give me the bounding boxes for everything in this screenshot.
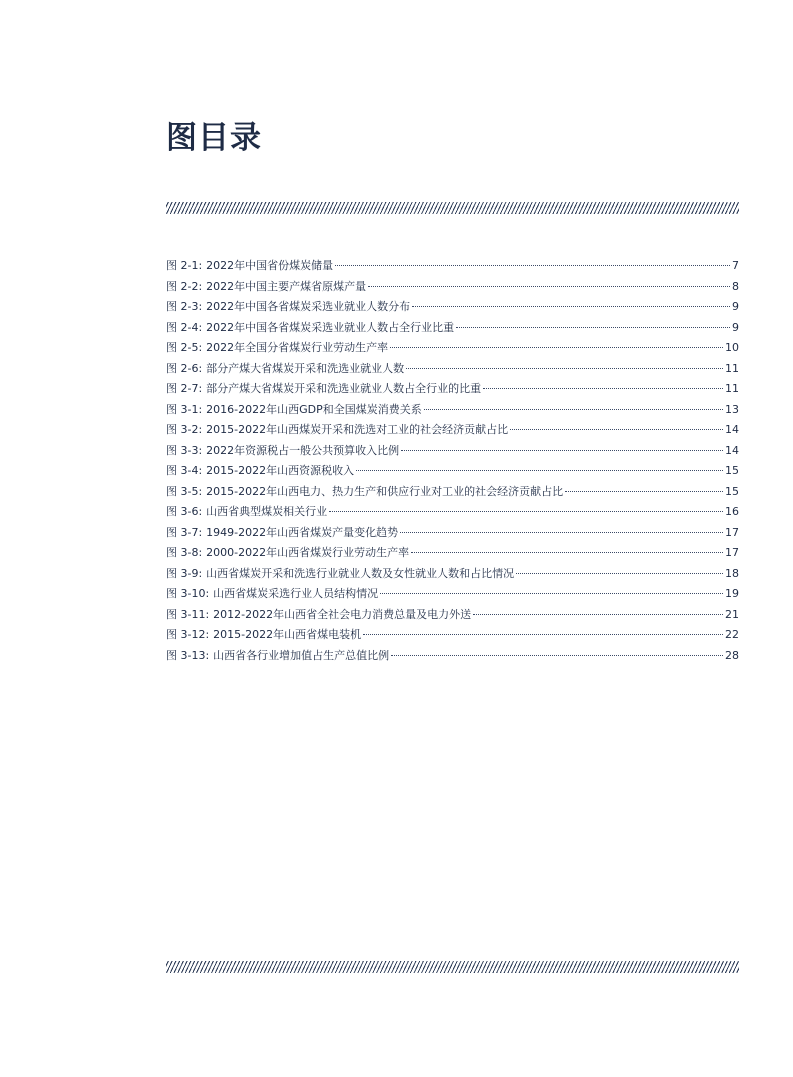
toc-page-number: 21 [725,607,739,621]
toc-figure-number: 图 3-10: [166,587,210,600]
toc-entry-label [166,400,422,421]
toc-figure-title: 部分产煤大省煤炭开采和洗选业就业人数 [206,361,405,375]
toc-page-number: 9 [732,320,739,334]
toc-entry-label [166,277,366,298]
toc-figure-title: 部分产煤大省煤炭开采和洗选业就业人数占全行业的比重 [206,382,482,395]
toc-entry-label [166,584,378,605]
toc-entry-label [166,420,508,441]
toc-page-number: 10 [725,341,739,354]
toc-entry[interactable] [166,461,739,482]
toc-entry-label [166,338,388,359]
toc-leader-dots [380,593,723,594]
toc-figure-number: 图 3-13: [166,648,210,662]
toc-entry[interactable] [166,420,739,441]
toc-figure-title: 2015-2022年山西省煤电装机 [213,628,362,641]
toc-page-number: 8 [732,279,739,293]
toc-figure-number: 图 2-5: [166,341,203,354]
toc-leader-dots [516,573,723,574]
toc-entry-label [166,482,563,503]
toc-leader-dots [368,286,730,287]
toc-leader-dots [329,511,723,512]
toc-figure-number: 图 3-3: [166,443,203,457]
toc-leader-dots [390,347,723,348]
page-title: 图目录 [166,120,262,156]
toc-figure-number: 图 3-12: [166,628,210,641]
toc-figure-title: 2022年全国分省煤炭行业劳动生产率 [206,341,389,354]
toc-figure-number: 图 3-9: [166,566,203,580]
toc-page-number: 13 [725,402,739,416]
toc-figure-number: 图 2-3: [166,300,203,313]
toc-page-number: 18 [725,566,739,580]
toc-entry-label [166,646,389,667]
toc-leader-dots [483,388,723,389]
toc-leader-dots [473,614,723,615]
toc-entry[interactable] [166,625,739,646]
toc-leader-dots [565,491,723,492]
decorative-hatch-divider-top [166,202,739,214]
toc-entry-label [166,318,454,339]
toc-figure-number: 图 3-8: [166,546,203,559]
toc-leader-dots [400,532,723,533]
toc-entry-label [166,359,404,380]
toc-entry-label [166,256,333,277]
toc-figure-number: 图 2-1: [166,259,203,272]
toc-entry-label [166,379,481,400]
toc-entry[interactable] [166,584,739,605]
toc-entry[interactable] [166,646,739,667]
toc-figure-number: 图 2-6: [166,361,203,375]
toc-figure-title: 2015-2022年山西电力、热力生产和供应行业对工业的社会经济贡献占比 [206,484,564,498]
toc-entry[interactable] [166,502,739,523]
toc-figure-number: 图 3-2: [166,423,203,436]
toc-figure-title: 2022年资源税占一般公共预算收入比例 [206,443,400,457]
toc-figure-title: 2022年中国各省煤炭采选业就业人数分布 [206,300,411,313]
toc-page-number: 19 [725,587,739,600]
toc-entry[interactable] [166,338,739,359]
toc-entry[interactable] [166,297,739,318]
toc-leader-dots [401,450,723,451]
toc-leader-dots [456,327,730,328]
toc-figure-title: 2022年中国省份煤炭储量 [206,259,334,272]
decorative-hatch-divider-bottom [166,961,739,973]
toc-figure-number: 图 2-2: [166,279,203,293]
toc-entry[interactable] [166,523,739,544]
toc-figure-title: 2022年中国各省煤炭采选业就业人数占全行业比重 [206,320,455,334]
toc-entry-label [166,523,398,544]
toc-entry[interactable] [166,605,739,626]
toc-entry-label [166,502,327,523]
toc-figure-number: 图 2-4: [166,320,203,334]
toc-entry[interactable] [166,564,739,585]
toc-page-number: 28 [725,648,739,662]
toc-figure-title: 山西省煤炭采选行业人员结构情况 [213,587,379,600]
toc-figure-number: 图 3-4: [166,464,203,477]
toc-page-number: 15 [725,484,739,498]
toc-leader-dots [363,634,723,635]
toc-entry-label [166,441,399,462]
toc-figure-title: 2016-2022年山西GDP和全国煤炭消费关系 [206,402,422,416]
toc-entry[interactable] [166,256,739,277]
toc-leader-dots [510,429,723,430]
toc-page-number: 11 [725,382,739,395]
toc-entry-label [166,625,361,646]
toc-page-number: 9 [732,300,739,313]
toc-page-number: 11 [725,361,739,375]
toc-entry-label [166,297,410,318]
toc-page-number: 17 [725,546,739,559]
toc-figure-number: 图 3-6: [166,505,203,518]
toc-figure-title: 1949-2022年山西省煤炭产量变化趋势 [206,525,399,539]
toc-page-number: 16 [725,505,739,518]
toc-entry[interactable] [166,318,739,339]
toc-entry[interactable] [166,379,739,400]
toc-figure-title: 2000-2022年山西省煤炭行业劳动生产率 [206,546,410,559]
toc-figure-number: 图 3-1: [166,402,203,416]
toc-leader-dots [424,409,723,410]
toc-entry[interactable] [166,359,739,380]
figure-list [166,256,739,666]
toc-leader-dots [391,655,723,656]
toc-leader-dots [356,470,723,471]
toc-entry-label [166,564,514,585]
toc-entry[interactable] [166,400,739,421]
toc-entry-label [166,605,471,626]
toc-figure-number: 图 2-7: [166,382,203,395]
toc-entry[interactable] [166,482,739,503]
toc-page-number: 14 [725,423,739,436]
toc-leader-dots [406,368,723,369]
toc-leader-dots [412,306,730,307]
toc-figure-title: 2022年中国主要产煤省原煤产量 [206,279,367,293]
toc-entry-label [166,543,409,564]
toc-entry[interactable] [166,543,739,564]
toc-entry[interactable] [166,277,739,298]
toc-figure-title: 2015-2022年山西煤炭开采和洗选对工业的社会经济贡献占比 [206,423,509,436]
toc-leader-dots [411,552,723,553]
toc-entry-label [166,461,354,482]
toc-figure-number: 图 3-7: [166,525,203,539]
toc-figure-title: 2015-2022年山西资源税收入 [206,464,355,477]
toc-figure-title: 山西省煤炭开采和洗选行业就业人数及女性就业人数和占比情况 [206,566,515,580]
toc-figure-title: 2012-2022年山西省全社会电力消费总量及电力外送 [213,607,472,621]
toc-page-number: 15 [725,464,739,477]
toc-leader-dots [335,265,730,266]
toc-page-number: 22 [725,628,739,641]
toc-entry[interactable] [166,441,739,462]
toc-page-number: 14 [725,443,739,457]
toc-figure-title: 山西省典型煤炭相关行业 [206,505,328,518]
toc-figure-number: 图 3-11: [166,607,210,621]
toc-figure-title: 山西省各行业增加值占生产总值比例 [213,648,390,662]
toc-page-number: 17 [725,525,739,539]
toc-figure-number: 图 3-5: [166,484,203,498]
toc-page-number: 7 [732,259,739,272]
